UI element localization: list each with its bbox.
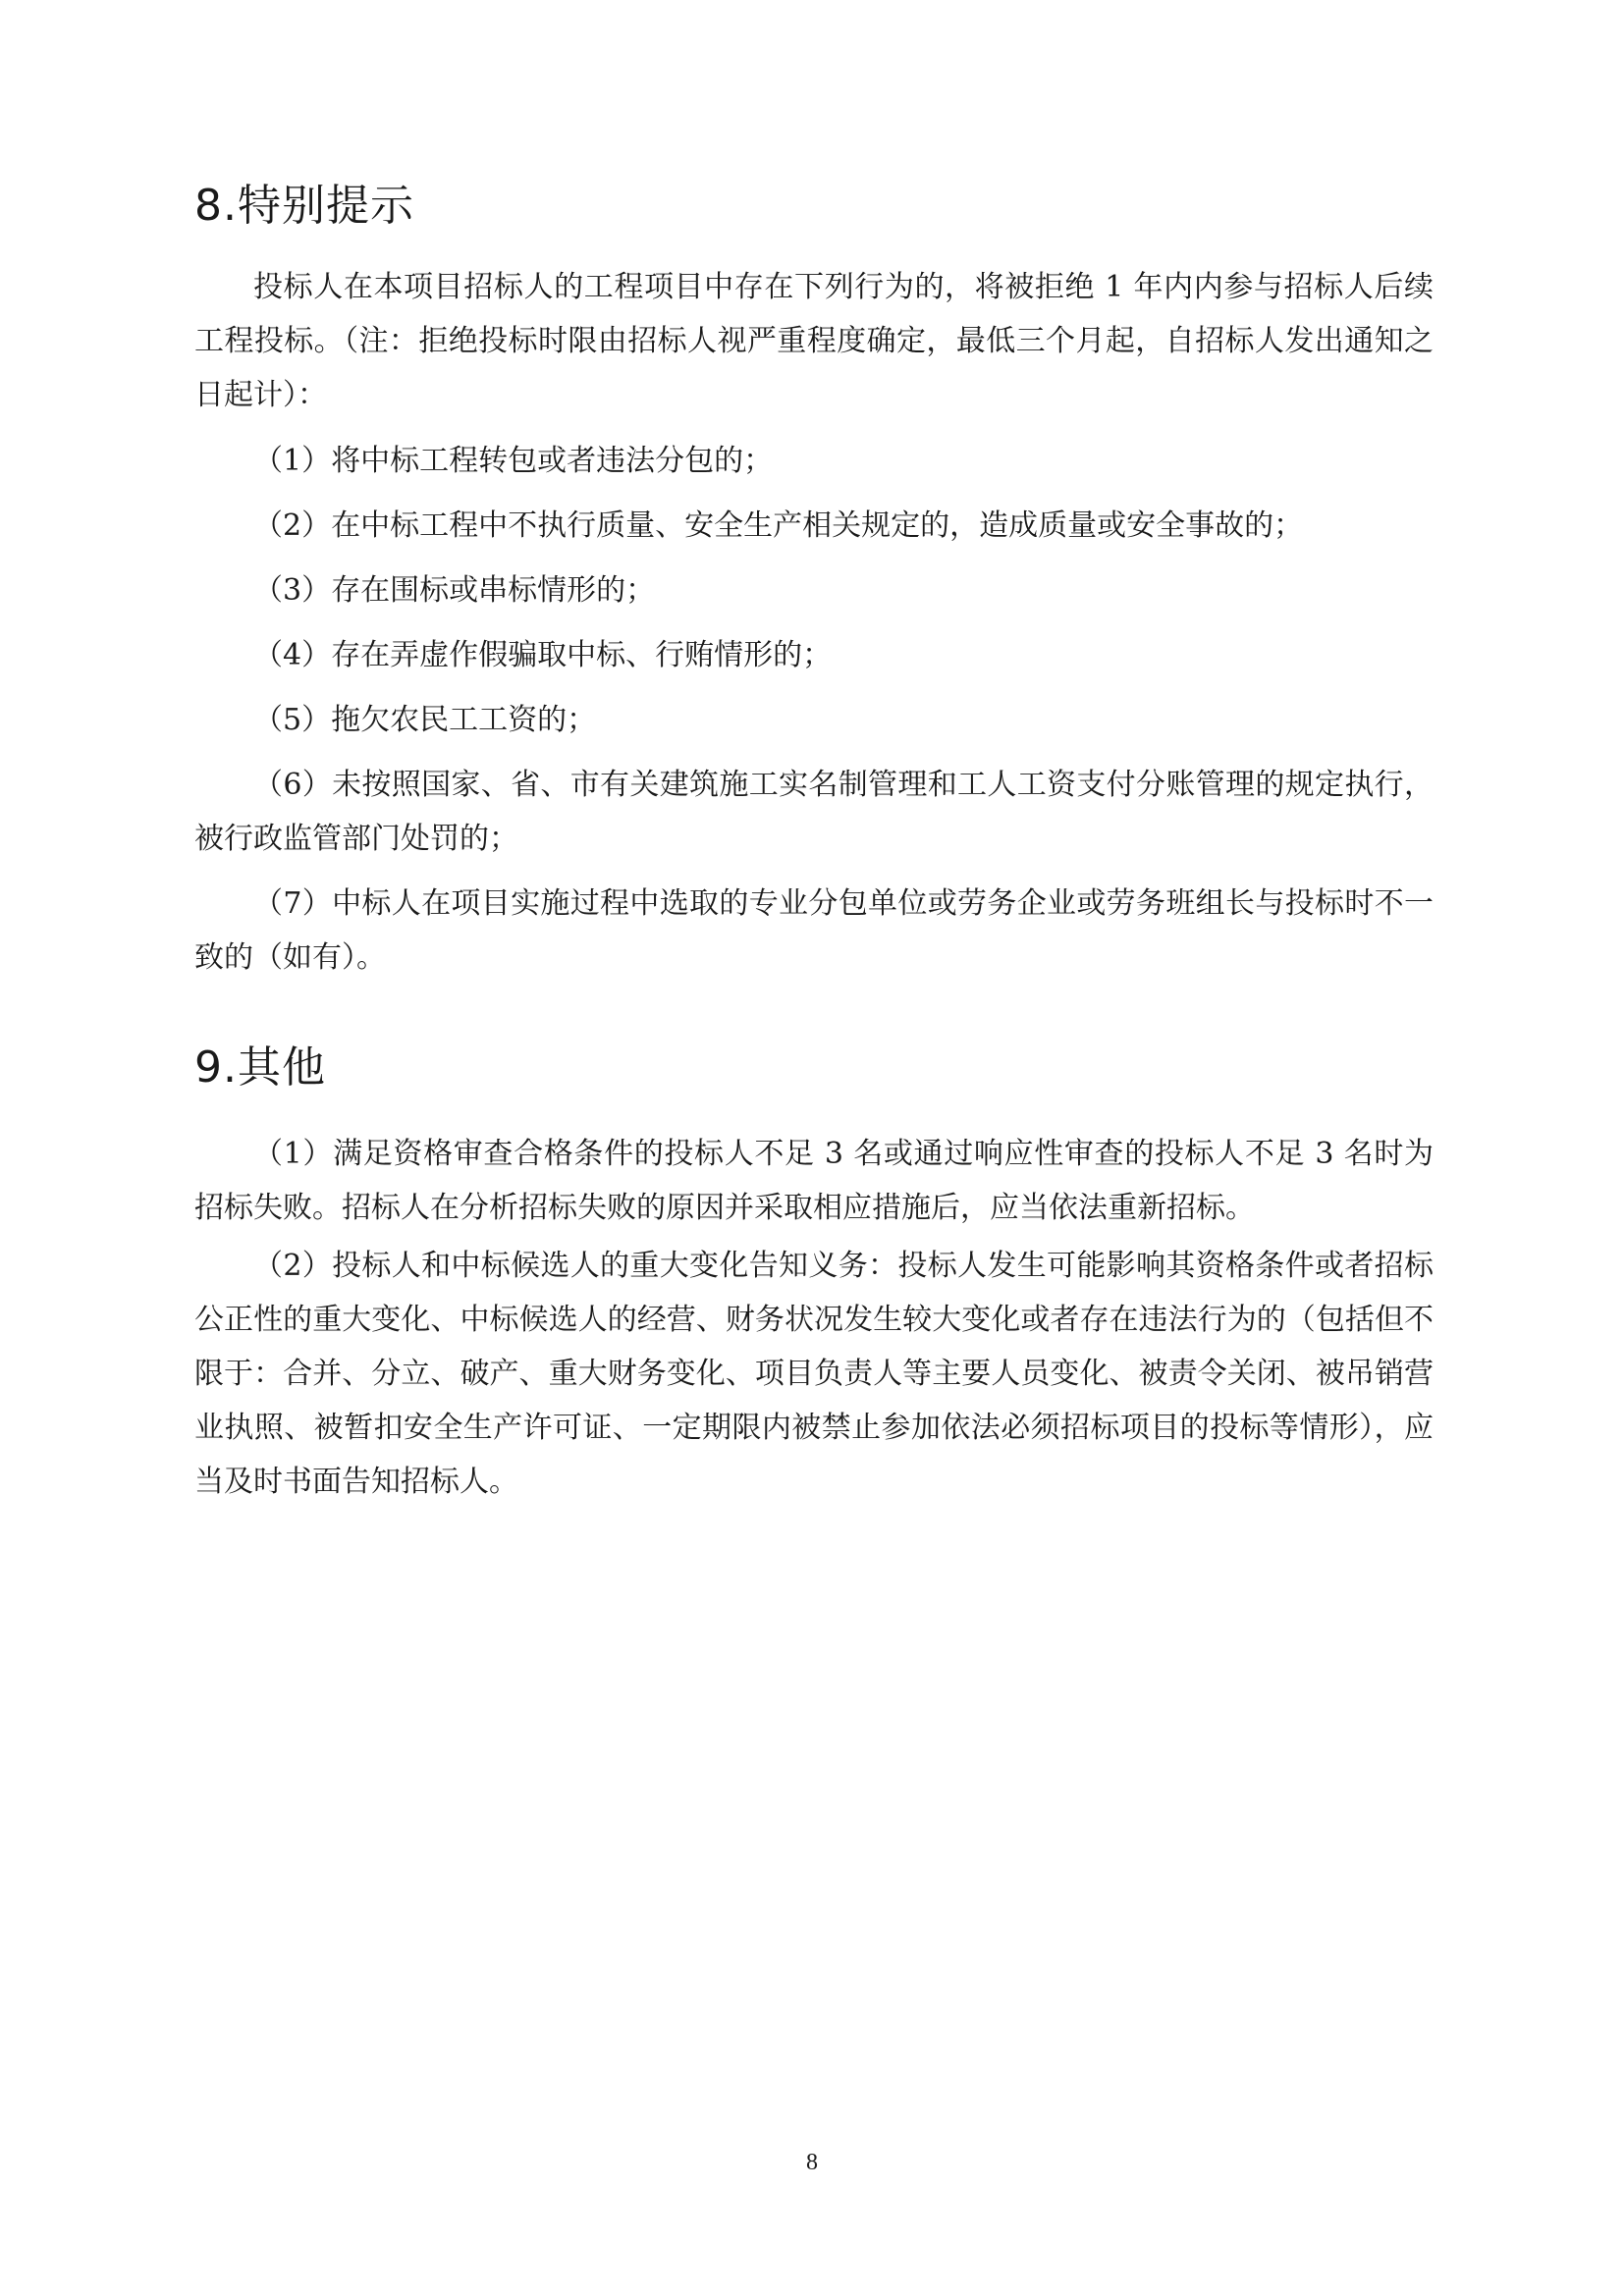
section-8-item: （3）存在围标或串标情形的； <box>253 573 656 608</box>
section-8-intro: 投标人在本项目招标人的工程项目中存在下列行为的，将被拒绝 1 年内内参与招标人后续工程投标。（注：拒绝投标时限由招标人视严重程度确定，最低三个月起，自招标人发出通知之日起计）： <box>194 270 1434 412</box>
section-9-list <box>194 1127 1434 1509</box>
section-8-item: （7）中标人在项目实施过程中选取的专业分包单位或劳务企业或劳务班组长与投标时不一致的（如有）。 <box>194 886 1434 975</box>
page-content <box>194 177 1434 1513</box>
section-9-item: （1）满足资格审查合格条件的投标人不足 3 名或通过响应性审查的投标人不足 3 名时为招标失败。招标人在分析招标失败的原因并采取相应措施后，应当依法重新招标。 <box>194 1137 1434 1225</box>
page-number: 8 <box>806 2150 818 2175</box>
section-9-heading: 9.其他 <box>194 1042 326 1093</box>
section-9-item: （2）投标人和中标候选人的重大变化告知义务：投标人发生可能影响其资格条件或者招标公正性的重大变化、中标候选人的经营、财务状况发生较大变化或者存在违法行为的（包括但不限于：合并、分立、破产、重大财务变化、项目负责人等主要人员变化、被责令关闭、被吊销营业执照、被暂扣安全生产许可证、一定期限内被禁止参加依法必须招标项目的投标等情形），应当及时书面告知招标人。 <box>194 1249 1434 1499</box>
section-8-heading: 8.特别提示 <box>194 181 414 231</box>
section-8-item: （6）未按照国家、省、市有关建筑施工实名制管理和工人工资支付分账管理的规定执行，被行政监管部门处罚的； <box>194 768 1434 856</box>
section-8-item: （5）拖欠农民工工资的； <box>253 703 597 737</box>
section-8-item: （2）在中标工程中不执行质量、安全生产相关规定的，造成质量或安全事故的； <box>253 508 1304 543</box>
section-8-item: （4）存在弄虚作假骗取中标、行贿情形的； <box>253 638 833 672</box>
section-8-item: （1）将中标工程转包或者违法分包的； <box>253 444 774 478</box>
section-8-list <box>194 434 1434 985</box>
